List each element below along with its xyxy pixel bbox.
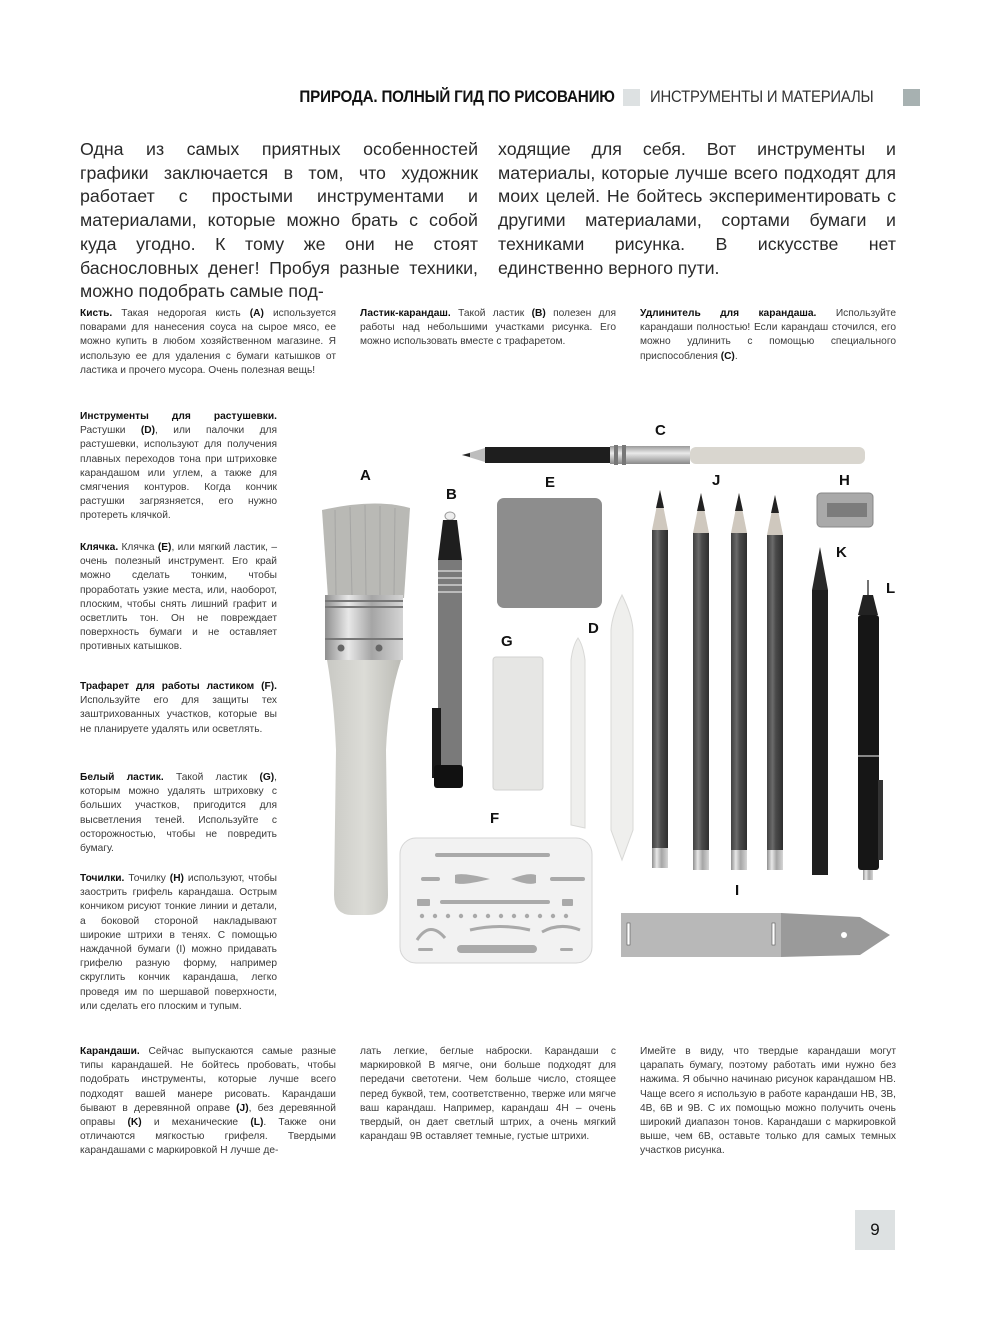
photo-label-e: E — [545, 474, 556, 491]
note-stumps — [80, 410, 277, 524]
photo-label-l: L — [886, 580, 896, 597]
note-text: . — [734, 350, 738, 362]
note-ref: (A) — [249, 308, 264, 319]
note-text: , или палочки для растушевки, используют для получения плавных переходов тона при штриховке карандашом или углем, а также для смягчения контуров. Когда кончик растушки загрязняется, его нужно протереть клячкой. — [80, 425, 277, 522]
photo-label-a: A — [360, 467, 371, 484]
note-title: Клячка. — [80, 542, 119, 553]
page-number-text: 9 — [870, 1220, 880, 1239]
note-ref: (D) — [140, 425, 155, 437]
note-title: Кисть. — [80, 308, 113, 319]
note-ref: (L) — [250, 1117, 264, 1129]
note-text: Такая недорогая кисть — [112, 308, 250, 319]
note-title: Инструменты для растушевки. — [80, 411, 277, 422]
graphite-pencils-j — [652, 490, 783, 870]
book-title: ПРИРОДА. ПОЛНЫЙ ГИД ПО РИСОВАНИЮ — [299, 88, 615, 106]
note-text: Растушки — [80, 425, 141, 437]
mechanical-pencil-l — [858, 580, 883, 880]
note-text: , которым можно удалять штриховку с больших участков, пригодится для высветления теней. Используйте с осторожностью, чтобы не повредить бумагу. — [80, 772, 277, 855]
eraser-pencil-b — [432, 512, 463, 788]
blending-stumps-d — [571, 595, 633, 860]
sandpaper-block-i — [621, 913, 890, 957]
note-pencils-col3: Имейте в виду, что твердые карандаши могут царапать бумагу, поэтому работать ими нужно без нажима. Я обычно начинаю рисунок карандашом HB. Чаще всего я использую в работе карандаши HB, 3B, 4B, 6B и 9B. С их помощью можно получить очень широкий диапазон тонов. Карандаши с маркировкой выше, чем 6B, оставьте только для самых темных участков рисунка. — [640, 1046, 896, 1157]
note-title: Белый ластик. — [80, 772, 164, 783]
note-text: Точилку — [124, 873, 170, 884]
note-kneaded-eraser — [80, 541, 277, 655]
photo-label-d: D — [588, 620, 599, 637]
photo-label-k: K — [836, 544, 847, 561]
erasing-shield-f — [400, 838, 592, 963]
tools-illustration — [300, 410, 920, 985]
intro-column-left: Одна из самых приятных особенностей графики заключается в том, что художник работает с простыми инструментами и материалами, которые можно брать с собой куда угодно. К тому же они не стоят баснословных денег! Пробуя разные техники, можно подобрать самые под- — [80, 139, 478, 302]
photo-label-h: H — [839, 472, 850, 489]
photo-label-b: B — [446, 486, 457, 503]
note-text: используется поварами для нанесения соуса на сырое мясо, ее можно купить в любом хозяйственном магазине. Я использую ее для удаления с бумаги катышков от ластика и прочего мусора. Очень полезная вещь! — [80, 308, 337, 376]
note-ref: (J) — [236, 1102, 249, 1114]
header-square-light — [623, 89, 640, 106]
note-text: Клячка — [118, 542, 158, 553]
note-title: Точилки. — [80, 873, 125, 884]
note-text: , или мягкий ластик, – очень полезный инструмент. Его край можно сделать тонким, чтобы проработать узкие места, или, наоборот, плоским, чтобы снять лишний графит и осветлить тон. Он не повреждает поверхность бумаги и не оставляет противных катышков. — [80, 542, 277, 653]
brush-a — [322, 503, 410, 915]
note-erasing-shield — [80, 680, 277, 737]
photo-label-g: G — [501, 633, 513, 650]
note-text: Используйте карандаши полностью! Если карандаш сточился, его можно удлинить с помощью специального приспособления — [640, 308, 897, 362]
note-text: используют, чтобы заострить грифель карандаша. Острым кончиком рисуют тонкие линии и детали, а боковой стороной накладывают широкие штрихи в тенях. С помощью наждачной бумаги (I) можно придавать грифелю разную форму, например скруглить кончик карандаша, легко проведя им по шершавой поверхности, или сделать его плоским и тупым. — [80, 873, 277, 1012]
note-text: Такой ластик — [163, 772, 260, 783]
note-title: Карандаши. — [80, 1046, 140, 1057]
photo-label-c: C — [655, 422, 666, 439]
header-square-dark — [903, 89, 920, 106]
note-ref: (E) — [157, 542, 172, 553]
running-head — [272, 88, 898, 107]
woodless-pencil-k — [812, 547, 828, 875]
note-ref: (B) — [531, 308, 546, 319]
note-eraser-pencil — [360, 307, 616, 350]
note-title: Удлинитель для карандаша. — [640, 308, 817, 319]
note-text: полезен для работы над небольшими участками рисунка. Его можно использовать вместе с трафаретом. — [360, 308, 616, 348]
note-text: Сейчас выпускаются самые разные типы карандашей. Не бойтесь пробовать, чтобы подобрать инструменты, которые лучше всего подходят вашей манере рисовать. Карандаши бывают в деревянной оправе — [80, 1046, 336, 1114]
note-ref: (G) — [259, 772, 275, 783]
note-ref: (K) — [127, 1117, 142, 1129]
sharpener-blade — [827, 503, 867, 517]
note-text: . Также они отличаются мягкостью грифеля. Твердыми карандашами с маркировкой H лучше де- — [80, 1117, 336, 1157]
note-pencils-col2: лать легкие, беглые наброски. Карандаши с маркировкой B мягче, они больше подходят для передачи светотени. Чем больше число, стоящее перед буквой, тем, соответственно, тверже или мягче ваш карандаш. Например, карандаш 4H – очень твердый, он дает светлый штрих, а очень мягкий карандаш 9B оставляет темные, густые штрихи. — [360, 1046, 616, 1143]
note-text: Такой ластик — [450, 308, 532, 319]
kneaded-eraser-e — [497, 498, 602, 608]
white-eraser-g — [493, 657, 543, 790]
note-title: Трафарет для работы ластиком (F). — [80, 681, 277, 692]
chapter-title: ИНСТРУМЕНТЫ И МАТЕРИАЛЫ — [649, 88, 874, 106]
intro-column-right: ходящие для себя. Вот инструменты и материалы, которые лучше всего подходят для моих целей. Не бойтесь экспериментировать с другими материалами, сортами бумаги и техниками рисунка. В искусстве нет единственно верного пути. — [498, 139, 896, 278]
note-pencils-col1 — [80, 1045, 336, 1159]
photo-label-f: F — [490, 810, 500, 827]
note-title: Ластик-карандаш. — [360, 308, 451, 319]
note-text: , без деревянной оправы — [80, 1102, 336, 1129]
photo-label-j: J — [712, 472, 721, 489]
note-text: и механические — [141, 1117, 251, 1129]
page-number — [855, 1210, 895, 1250]
note-ref: (H) — [169, 873, 184, 884]
note-text: Используйте его для защиты тех заштрихованных участков, которые вы не планируете удалять или осветлять. — [80, 695, 277, 735]
note-ref: (C) — [720, 350, 735, 362]
note-white-eraser — [80, 771, 277, 856]
pencil-extender-c — [462, 445, 865, 465]
note-brush — [80, 307, 336, 378]
tools-photo — [300, 410, 920, 985]
photo-label-i: I — [735, 882, 740, 899]
note-extender — [640, 307, 896, 364]
note-sharpeners — [80, 872, 277, 1014]
